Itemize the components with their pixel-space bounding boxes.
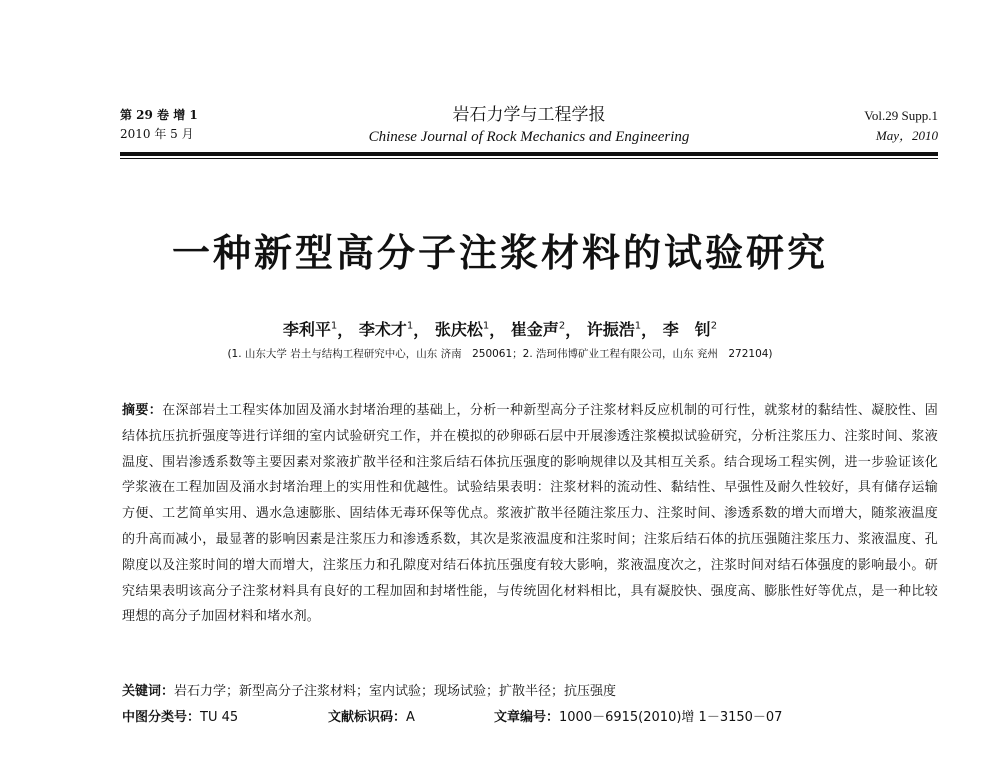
journal-name-en: Chinese Journal of Rock Mechanics and Engineering xyxy=(368,129,690,145)
abstract xyxy=(122,398,938,630)
author: 李利平$^1$ xyxy=(282,320,338,340)
author: 李术才$^1$ xyxy=(358,320,414,340)
abstract-text: 在深部岩土工程实体加固及涌水封堵治理的基础上，分析一种新型高分子注浆材料反应机制的可行性，就浆材的黏结性、凝胶性、固结体抗压抗折强度等进行详细的室内试验研究工作，并在模拟的砂卵砾石层中开展渗透注浆模拟试验研究，分析注浆压力、注浆时间、浆液温度、围岩渗透系数等主要因素对浆液扩散半径和注浆后结石体抗压强度的影响规律以及其相互关系。结合现场工程实例，进一步验证该化学浆液在工程加固及涌水封堵治理上的实用性和优越性。试验结果表明：注浆材料的流动性、黏结性、早强性及耐久性较好，具有储存运输方便、工艺简单实用、遇水急速膨胀、固结体无毒环保等优点。浆液扩散半径随注浆压力、注浆时间、渗透系数的增大而增大，随浆液温度的升高而减小，最显著的影响因素是注浆压力和渗透系数，其次是浆液温度和注浆时间；注浆后结石体的抗压强随注浆压力、浆液温度、孔隙度以及注浆时间的增大而增大，注浆压力和孔隙度对结石体抗压强度有较大影响，浆液温度次之，注浆时间对结石体强度的影响最小。研究结果表明该高分子注浆材料具有良好的工程加固和封堵性能，与传统固化材料相比，具有凝胶快、强度高、膨胀性好等优点，是一种比较理想的高分子加固材料和堵水剂。 xyxy=(122,403,938,625)
author: 李 钊$^2$ xyxy=(662,320,718,340)
date-cn: 2010 年 5 月 xyxy=(120,127,194,141)
journal-header xyxy=(120,104,938,150)
header-center xyxy=(120,104,938,148)
classification-line xyxy=(122,707,938,729)
article-number: 文章编号：1000－6915(2010)增 1－3150－07 xyxy=(494,710,783,725)
keywords xyxy=(122,681,938,703)
paper-title: 一种新型高分子注浆材料的试验研究 xyxy=(171,231,828,275)
abstract-label: 摘要： xyxy=(122,403,163,418)
keywords-label: 关键词： xyxy=(122,684,175,699)
author: 崔金声$^2$ xyxy=(510,320,566,340)
document-code: 文献标识码：A xyxy=(328,710,415,725)
header-right xyxy=(864,106,938,146)
header-rule-thick xyxy=(120,152,938,156)
affiliations: (1. 山东大学 岩土与结构工程研究中心，山东 济南 250061；2. 浩珂伟博矿业工程有限公司，山东 兖州 272104) xyxy=(227,348,773,360)
date-en: May，2010 xyxy=(875,128,938,143)
volume-issue-cn: 第 29 卷 增 1 xyxy=(120,108,198,122)
volume-issue-en: Vol.29 Supp.1 xyxy=(864,108,938,123)
clc-number: 中图分类号：TU 45 xyxy=(122,710,239,725)
author-list: 李利平$^1$， 李术才$^1$， 张庆松$^1$， 崔金声$^2$， 许振浩$^1$， 李 钊$^2$ xyxy=(282,320,718,340)
journal-name-cn: 岩石力学与工程学报 xyxy=(452,105,606,125)
header-rule-thin xyxy=(120,158,938,159)
author: 张庆松$^1$ xyxy=(434,320,490,340)
author: 许振浩$^1$ xyxy=(586,320,642,340)
keywords-text: 岩石力学；新型高分子注浆材料；室内试验；现场试验；扩散半径；抗压强度 xyxy=(174,684,617,699)
